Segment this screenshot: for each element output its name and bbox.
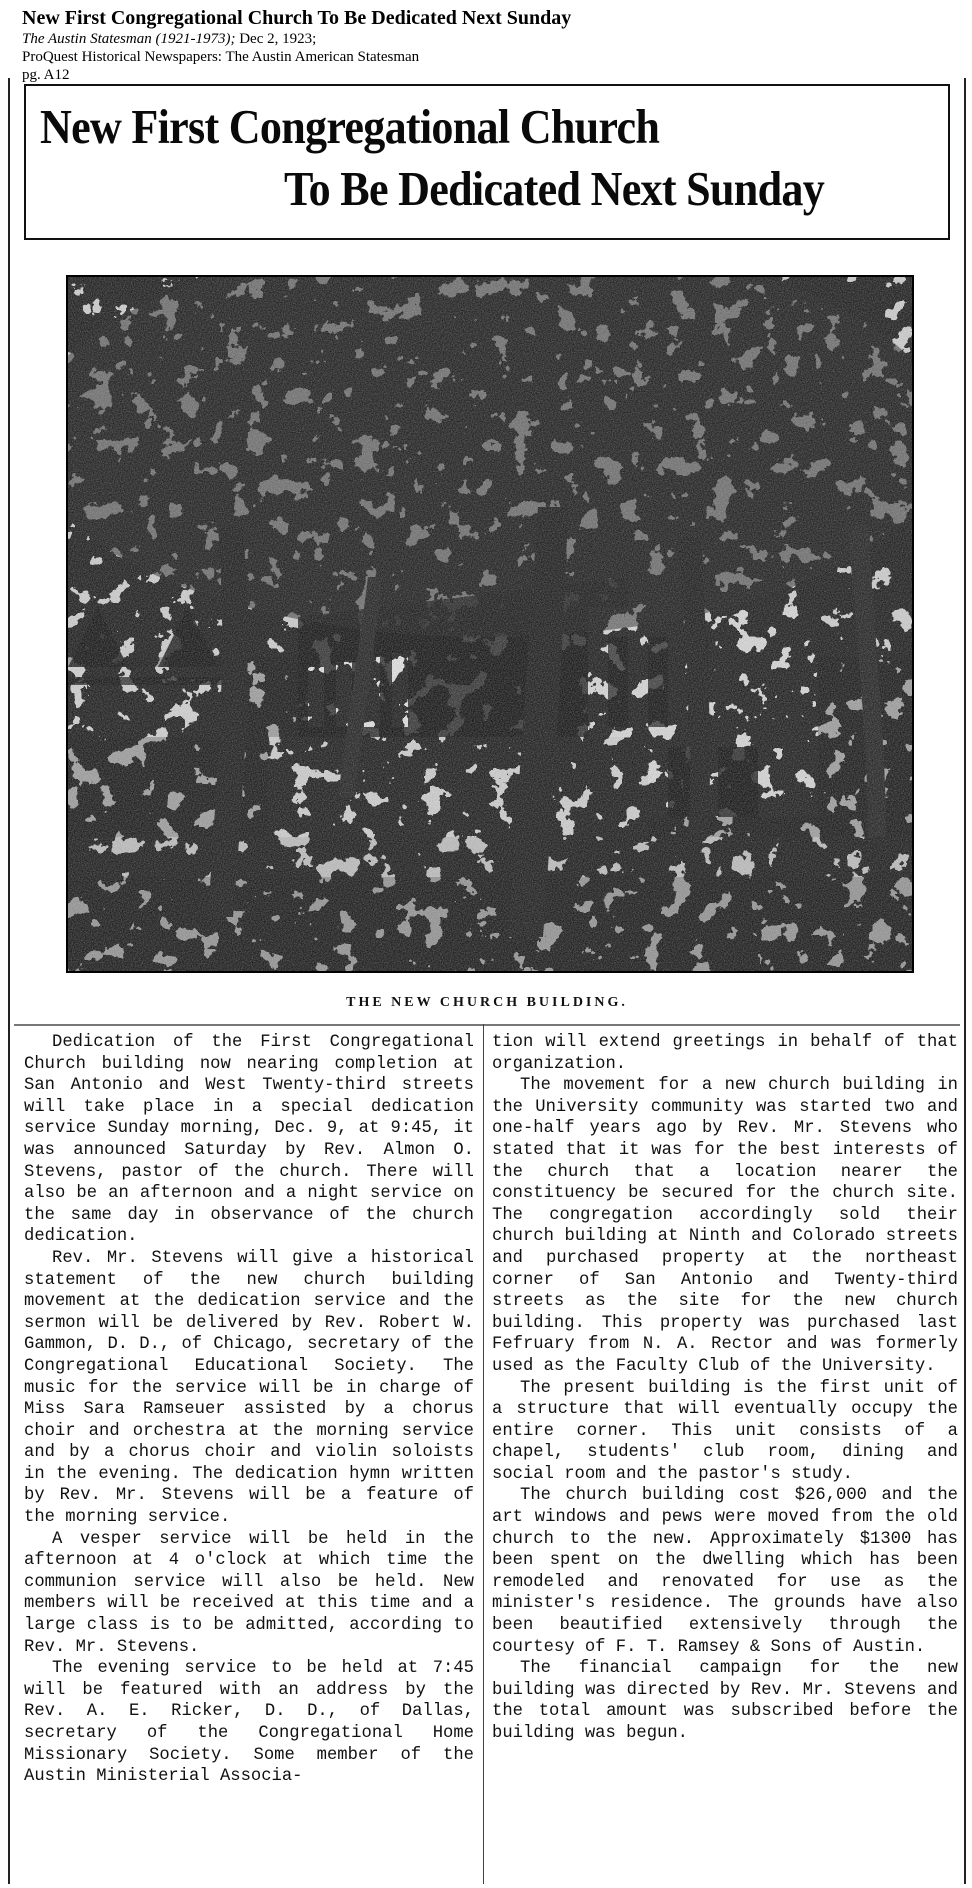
- headline-line-1: New First Congregational Church: [40, 99, 660, 154]
- database-line: ProQuest Historical Newspapers: The Austin American Statesman: [22, 49, 420, 65]
- paragraph: tion will extend greetings in behalf of that organization.: [492, 1033, 958, 1074]
- headline-box: [24, 84, 950, 240]
- page-number: pg. A12: [22, 67, 70, 83]
- church-building-image: [68, 277, 912, 971]
- photo-caption: THE NEW CHURCH BUILDING.: [346, 995, 628, 1010]
- paragraph: The evening service to be held at 7:45 will be featured with an address by the Rev. A. E. Ricker, D. D., of Dallas, secretary of the Congregational Home Missionary Society. Some member of the Austin Ministerial Associa-: [24, 1659, 474, 1787]
- church-photo: [66, 275, 914, 973]
- paragraph: The movement for a new church building in the University community was started two and one-half years ago by Rev. Mr. Stevens who stated that it was for the best interests of the church that a location nearer the constituency be secured for the church site. The congregation accordingly sold their church building at Ninth and Colorado streets and purchased property at the northeast corner of San Antonio and Twenty-third streets as the site for the new church building. This property was purchased last Fefruary from N. A. Rector and was formerly used as the Faculty Club of the University.: [492, 1076, 958, 1376]
- citation-header: [22, 6, 952, 84]
- source-line: [22, 30, 952, 48]
- column-top-rule: [14, 1024, 960, 1026]
- newspaper-clipping: [8, 78, 966, 1884]
- headline-line-2: To Be Dedicated Next Sunday: [284, 161, 825, 216]
- article-title: New First Congregational Church To Be Dedicated Next Sunday: [22, 7, 572, 29]
- paragraph: The financial campaign for the new building was directed by Rev. Mr. Stevens and the total amount was subscribed before the building was begun.: [492, 1659, 958, 1743]
- paragraph: A vesper service will be held in the afternoon at 4 o'clock at which time the communion service will also be held. New members will be received at this time and a large class is to be admitted, according to Rev. Mr. Stevens.: [24, 1529, 474, 1657]
- right-border-rule: [964, 78, 966, 1884]
- article-column-2: [492, 1032, 958, 1745]
- paragraph: Rev. Mr. Stevens will give a historical statement of the new church building movement at the dedication service and the sermon will be delivered by Rev. Robert W. Gammon, D. D., of Chicago, secretary of the Congregational Educational Society. The music for the service will be in charge of Miss Sara Ramseuer assisted by a chorus choir and orchestra at the morning service and by a chorus choir and violin soloists in the evening. The dedication hymn written by Rev. Mr. Stevens will be a feature of the morning service.: [24, 1248, 474, 1528]
- left-border-rule: [8, 78, 10, 1884]
- paragraph: The present building is the first unit of a structure that will eventually occupy the entire corner. This unit consists of a chapel, students' club room, dining and social room and the pastor's study.: [492, 1378, 958, 1484]
- newspaper-name: The Austin Statesman (1921-1973);: [22, 31, 236, 47]
- paragraph: The church building cost $26,000 and the art windows and pews were moved from the old church to the new. Approximately $1300 has been spent on the dwelling which has been remodeled and renovated for use as the minister's residence. The grounds have also been beautified extensively through the courtesy of F. T. Ramsey & Sons of Austin.: [492, 1486, 958, 1657]
- paragraph: Dedication of the First Congregational Church building now nearing completion at San Antonio and West Twenty-third streets will take place in a special dedication service Sunday morning, Dec. 9, at 9:45, it was announced Saturday by Rev. Almon O. Stevens, pastor of the church. There will also be an afternoon and a night service on the same day in observance of the church dedication.: [24, 1033, 474, 1247]
- article-column-1: [24, 1032, 474, 1788]
- column-divider: [483, 1024, 484, 1884]
- publication-date: Dec 2, 1923;: [235, 31, 317, 47]
